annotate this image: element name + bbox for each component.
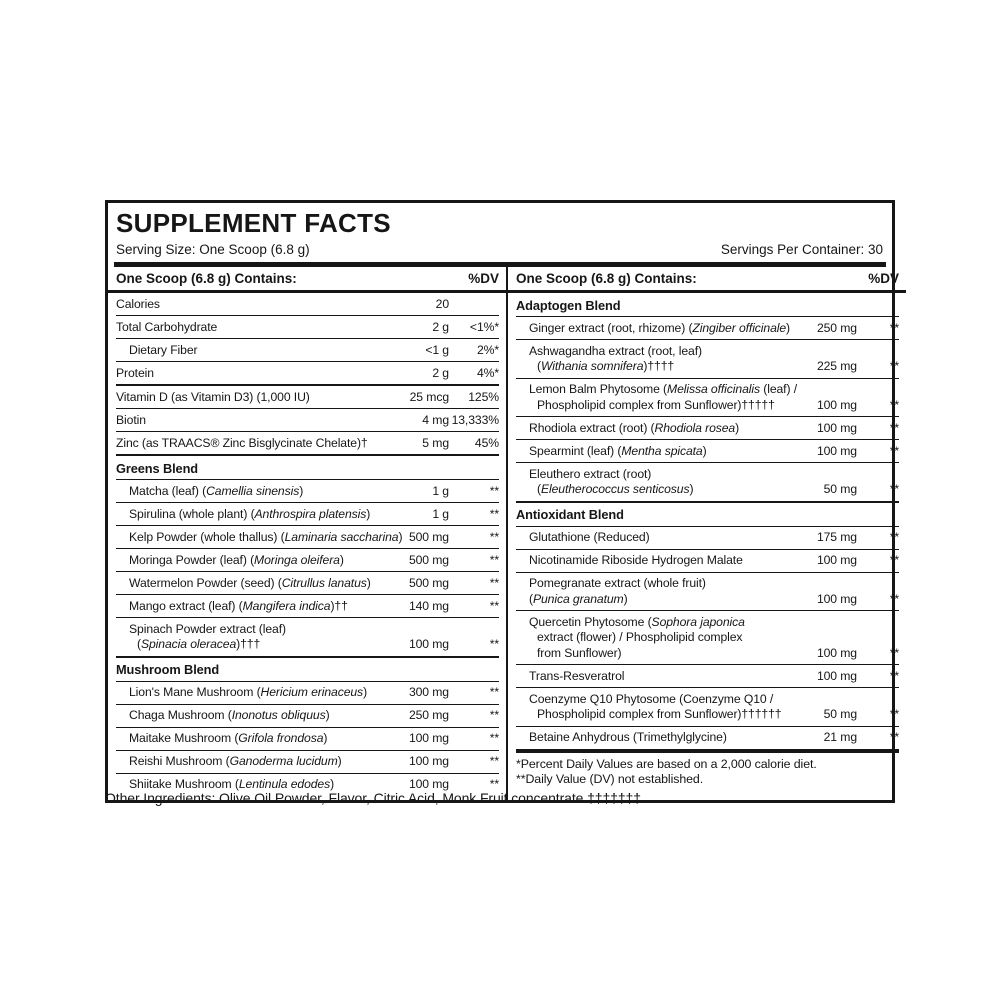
nutrient-row (116, 681, 499, 704)
amount-value: 100 mg (408, 777, 449, 791)
ingredient-name: Lemon Balm Phytosome (Melissa officinalis (leaf) / Phospholipid complex from Sunflower)††††† (529, 382, 797, 412)
dv-value: ** (489, 575, 499, 590)
dv-value: ** (889, 530, 899, 544)
amount-value: 21 mg (823, 730, 857, 744)
ingredient-name: Calories (116, 296, 160, 311)
nutrient-row (116, 293, 499, 315)
ingredient-name: Lion's Mane Mushroom (Hericium erinaceus) (129, 685, 368, 699)
contains-label: One Scoop (6.8 g) Contains: (516, 271, 697, 286)
right-column-header (508, 267, 906, 293)
left-column (108, 267, 508, 800)
dv-value: ** (489, 637, 499, 651)
facts-columns (108, 267, 899, 800)
nutrient-row (116, 548, 499, 571)
footnote-line: *Percent Daily Values are based on a 2,000 calorie diet. (516, 756, 817, 771)
nutrient-row (516, 526, 899, 549)
nutrient-row (516, 416, 899, 439)
nutrient-row (116, 361, 499, 384)
ingredient-name: Biotin (116, 412, 146, 427)
right-column-rows (508, 293, 906, 798)
ingredient-name: Spinach Powder extract (leaf) (Spinacia oleracea)††† (129, 621, 286, 651)
dv-value: ** (889, 482, 899, 496)
left-column-header (108, 267, 506, 293)
amount-value: 2 g (432, 365, 449, 380)
footnotes (516, 749, 899, 794)
amount-value: 100 mg (816, 397, 857, 412)
amount-value: 250 mg (408, 708, 449, 722)
amount-value: 140 mg (408, 598, 449, 613)
ingredient-name: Ashwagandha extract (root, leaf) (Withania somnifera)†††† (529, 343, 702, 373)
nutrient-row (516, 339, 899, 378)
section-title: Greens Blend (116, 460, 199, 476)
amount-value: 500 mg (408, 529, 449, 544)
contains-label: One Scoop (6.8 g) Contains: (116, 271, 297, 286)
nutrient-row (116, 525, 499, 548)
dv-value: ** (489, 777, 499, 791)
nutrient-row (516, 687, 899, 726)
serving-size: Serving Size: One Scoop (6.8 g) (116, 242, 310, 257)
amount-value: 250 mg (816, 320, 857, 335)
ingredient-name: Kelp Powder (whole thallus) (Laminaria saccharina) (129, 529, 403, 544)
dv-value: ** (489, 731, 499, 745)
ingredient-name: Total Carbohydrate (116, 319, 218, 334)
dv-value: 45% (474, 435, 499, 450)
ingredient-name: Nicotinamide Riboside Hydrogen Malate (529, 553, 743, 567)
ingredient-name: Maitake Mushroom (Grifola frondosa) (129, 731, 328, 745)
dv-value: ** (889, 397, 899, 412)
ingredient-name: Vitamin D (as Vitamin D3) (1,000 IU) (116, 389, 310, 404)
ingredient-name: Dietary Fiber (129, 342, 198, 357)
nutrient-row (116, 338, 499, 361)
ingredient-name: Trans-Resveratrol (529, 668, 625, 683)
dv-value: <1%* (469, 319, 499, 334)
dv-value: ** (889, 707, 899, 721)
nutrient-row (516, 378, 899, 417)
amount-value: 100 mg (408, 637, 449, 651)
ingredient-name: Coenzyme Q10 Phytosome (Coenzyme Q10 / Phospholipid complex from Sunflower)†††††† (529, 691, 782, 721)
amount-value: 4 mg (422, 412, 449, 427)
amount-value: <1 g (425, 342, 449, 357)
nutrient-row (516, 726, 899, 749)
dv-value: 13,333% (451, 412, 499, 427)
dv-value: ** (889, 359, 899, 373)
amount-value: 500 mg (408, 575, 449, 590)
dv-label: %DV (868, 271, 899, 286)
amount-value: 100 mg (816, 420, 857, 435)
nutrient-row (116, 502, 499, 525)
dv-value: ** (489, 552, 499, 567)
ingredient-name: Shiitake Mushroom (Lentinula edodes) (129, 777, 335, 791)
dv-label: %DV (468, 271, 499, 286)
amount-value: 100 mg (816, 591, 857, 606)
amount-value: 175 mg (816, 530, 857, 544)
serving-info-row (108, 240, 892, 262)
right-column (508, 267, 906, 800)
ingredient-name: Betaine Anhydrous (Trimethylglycine) (529, 730, 727, 744)
nutrient-row (116, 594, 499, 617)
nutrient-row (516, 316, 899, 339)
ingredient-name: Eleuthero extract (root) (Eleutherococcus senticosus) (529, 466, 694, 496)
amount-value: 100 mg (816, 443, 857, 458)
ingredient-name: Protein (116, 365, 154, 380)
amount-value: 100 mg (816, 645, 857, 660)
dv-value: 4%* (476, 365, 499, 380)
nutrient-row (516, 610, 899, 664)
dv-value: ** (889, 591, 899, 606)
dv-value: ** (489, 529, 499, 544)
dv-value: ** (489, 685, 499, 699)
dv-value: ** (489, 598, 499, 613)
nutrient-row (516, 462, 899, 501)
nutrient-row (116, 704, 499, 727)
ingredient-name: Matcha (leaf) (Camellia sinensis) (129, 483, 304, 498)
nutrient-row (116, 617, 499, 656)
amount-value: 100 mg (408, 731, 449, 745)
dv-value: ** (489, 754, 499, 768)
amount-value: 500 mg (408, 552, 449, 567)
amount-value: 1 g (432, 506, 449, 521)
nutrient-row (116, 571, 499, 594)
amount-value: 5 mg (422, 435, 449, 450)
ingredient-name: Watermelon Powder (seed) (Citrullus lanatus) (129, 575, 371, 590)
dv-value: ** (489, 483, 499, 498)
nutrient-row (516, 664, 899, 687)
ingredient-name: Rhodiola extract (root) (Rhodiola rosea) (529, 420, 740, 435)
nutrient-row (116, 431, 499, 454)
nutrient-row (116, 727, 499, 750)
ingredient-name: Reishi Mushroom (Ganoderma lucidum) (129, 754, 342, 768)
panel-title: SUPPLEMENT FACTS (116, 208, 391, 238)
ingredient-name: Glutathione (Reduced) (529, 530, 650, 544)
nutrient-row (116, 750, 499, 773)
dv-value: 125% (468, 389, 499, 404)
nutrient-row (516, 549, 899, 572)
dv-value: 2%* (476, 342, 499, 357)
ingredient-name: Pomegranate extract (whole fruit) (Punica granatum) (529, 576, 706, 606)
ingredient-name: Spirulina (whole plant) (Anthrospira platensis) (129, 506, 371, 521)
ingredient-name: Ginger extract (root, rhizome) (Zingiber officinale) (529, 320, 791, 335)
ingredient-name: Quercetin Phytosome (Sophora japonica extract (flower) / Phospholipid complex from Sunflower) (529, 614, 745, 660)
supplement-facts-panel (105, 200, 899, 803)
amount-value: 100 mg (408, 754, 449, 768)
amount-value: 1 g (432, 483, 449, 498)
ingredient-name: Mango extract (leaf) (Mangifera indica)†† (129, 598, 348, 613)
left-column-rows (108, 293, 506, 800)
amount-value: 50 mg (823, 482, 857, 496)
amount-value: 300 mg (408, 685, 449, 699)
section-header-row (516, 293, 899, 316)
nutrient-row (116, 408, 499, 431)
section-header-row (116, 454, 499, 479)
dv-value: ** (889, 443, 899, 458)
ingredient-name: Spearmint (leaf) (Mentha spicata) (529, 443, 707, 458)
ingredient-name: Chaga Mushroom (Inonotus obliquus) (129, 708, 330, 722)
nutrient-row (516, 439, 899, 462)
servings-per-container: Servings Per Container: 30 (720, 242, 883, 257)
amount-value: 225 mg (816, 359, 857, 373)
section-title: Mushroom Blend (116, 662, 220, 677)
other-ingredients: Other Ingredients: Olive Oil Powder, Flavor, Citric Acid, Monk Fruit concentrate.††††††† (105, 790, 641, 806)
section-header-row (516, 501, 899, 526)
dv-value: ** (889, 730, 899, 744)
section-header-row (116, 656, 499, 681)
amount-value: 25 mcg (409, 389, 449, 404)
amount-value: 50 mg (823, 707, 857, 721)
dv-value: ** (489, 708, 499, 722)
section-title: Antioxidant Blend (516, 507, 624, 522)
dv-value: ** (889, 320, 899, 335)
amount-value: 20 (435, 296, 449, 311)
dv-value: ** (889, 668, 899, 683)
ingredient-name: Zinc (as TRAACS® Zinc Bisglycinate Chelate)† (116, 435, 368, 450)
section-title: Adaptogen Blend (516, 297, 621, 313)
amount-value: 100 mg (816, 668, 857, 683)
amount-value: 2 g (432, 319, 449, 334)
nutrient-row (116, 479, 499, 502)
dv-value: ** (489, 506, 499, 521)
dv-value: ** (889, 420, 899, 435)
dv-value: ** (889, 645, 899, 660)
footnote-line: **Daily Value (DV) not established. (516, 772, 704, 786)
dv-value: ** (889, 553, 899, 567)
nutrient-row (516, 572, 899, 611)
nutrient-row (116, 384, 499, 408)
nutrient-row (116, 315, 499, 338)
ingredient-name: Moringa Powder (leaf) (Moringa oleifera) (129, 552, 344, 567)
amount-value: 100 mg (816, 553, 857, 567)
